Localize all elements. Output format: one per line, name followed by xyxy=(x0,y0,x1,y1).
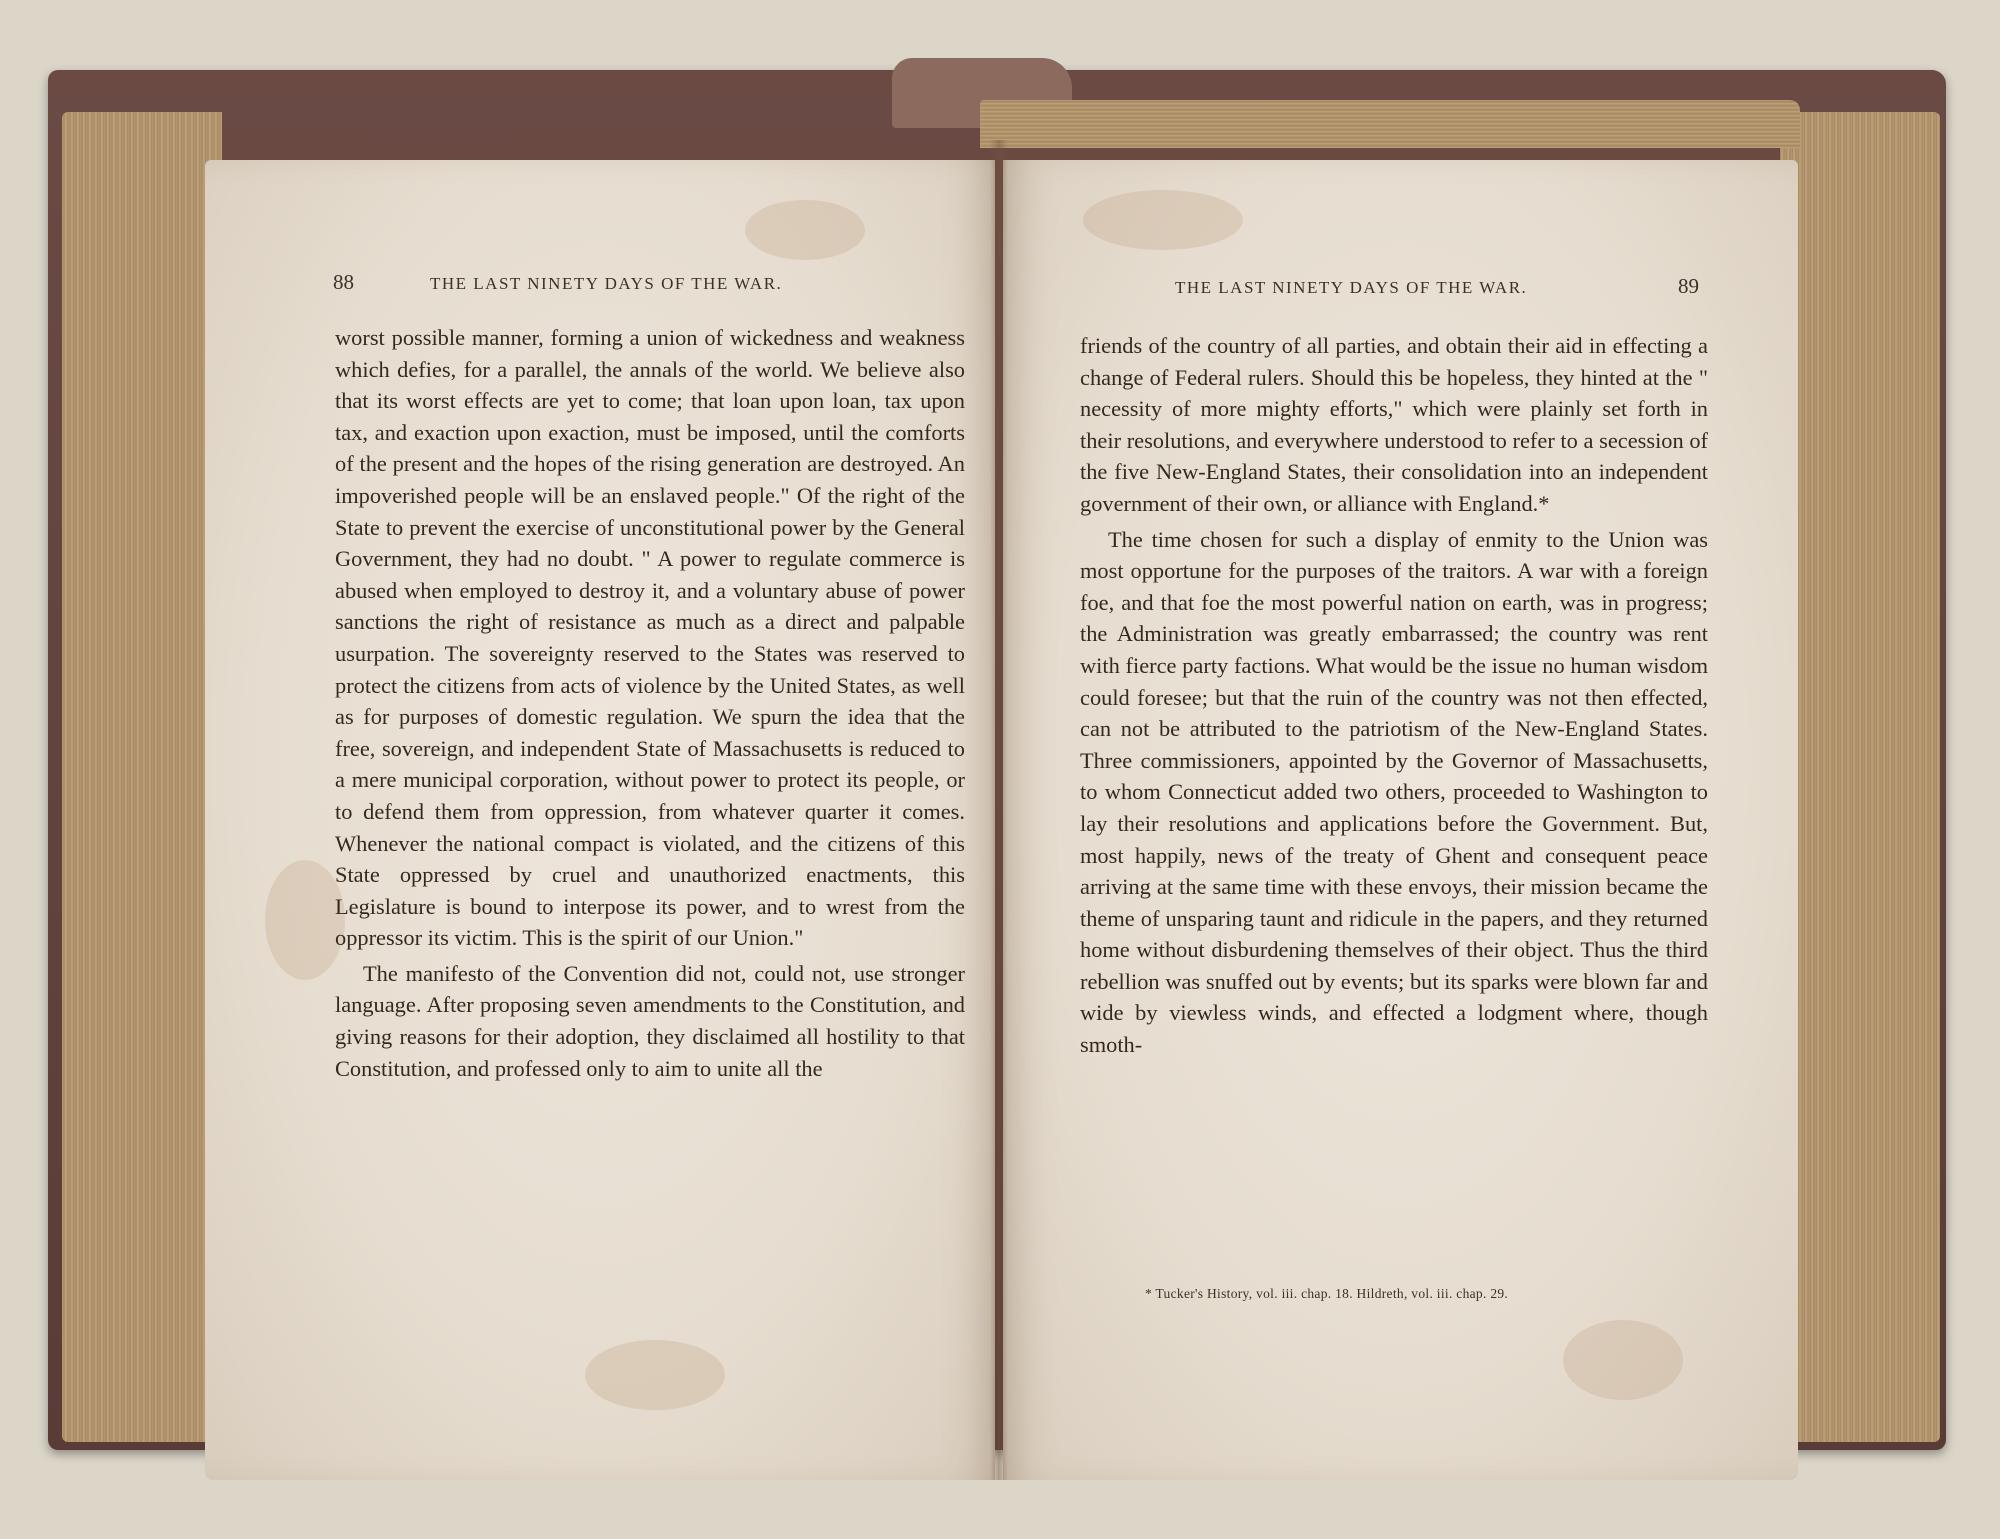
footnote: * Tucker's History, vol. iii. chap. 18. Hildreth, vol. iii. chap. 29. xyxy=(1145,1286,1509,1301)
right-paragraph-1: friends of the country of all parties, and obtain their aid in effecting a change of Federal rulers. Should this be hopeless, they hinted at the " necessity of more mighty efforts," which were plainly set forth in their resolutions, and everywhere understood to refer to a secession of the five New-England States, their consolidation into an independent government of their own, or alliance with England.* xyxy=(1080,333,1708,516)
left-running-head: THE LAST NINETY DAYS OF THE WAR. xyxy=(430,274,783,293)
left-paragraph-1: worst possible manner, forming a union of wickedness and weakness which defies, for a parallel, the annals of the world. We believe also that its worst effects are yet to come; that loan upon loan, tax upon tax, and exaction upon exaction, must be imposed, until the comforts of the present and the hopes of the rising generation are destroyed. An impoverished people will be an enslaved people." Of the right of the State to prevent the exercise of unconstitutional power by the General Government, they had no doubt. " A power to regulate commerce is abused when employed to destroy it, and a voluntary abuse of power sanctions the right of resistance as much as a direct and palpable usurpation. The sovereignty reserved to the States was reserved to protect the citizens from acts of violence by the United States, as well as for purposes of domestic regulation. We spurn the idea that the free, sovereign, and independent State of Massachusetts is reduced to a mere municipal corporation, without power to protect its people, or to defend them from oppression, from whatever quarter it comes. Whenever the national compact is violated, and the citizens of this State oppressed by cruel and unauthorized enactments, this Legislature is bound to interpose its power, and to wrest from the oppressor its victim. This is the spirit of our Union." xyxy=(335,325,965,951)
left-paragraph-2: The manifesto of the Convention did not, could not, use stronger language. After proposing seven amendments to the Constitution, and giving reasons for their adoption, they disclaimed all hostility to that Constitution, and professed only to aim to unite all the xyxy=(335,960,965,1081)
right-paragraph-2: The time chosen for such a display of enmity to the Union was most opportune for the purposes of the traitors. A war with a foreign foe, and that foe the most powerful nation on earth, was in progress; the Administration was greatly embarrassed; the country was rent with fierce party factions. What would be the issue no human wisdom could foresee; but that the ruin of the country was not then effected, can not be attributed to the patriotism of the New-England States. Three commissioners, appointed by the Governor of Massachusetts, to whom Connecticut added two others, proceeded to Washington to lay their resolutions and applications before the Government. But, most happily, news of the treaty of Ghent and consequent peace arriving at the same time with these envoys, their mission became the theme of unsparing taunt and ridicule in the papers, and they returned home without disburdening themselves of their object. Thus the third rebellion was snuffed out by events; but its sparks were blown far and wide by viewless winds, and effected a lodgment where, though smoth- xyxy=(1080,526,1708,1058)
right-page-number: 89 xyxy=(1678,274,1699,298)
left-page-number: 88 xyxy=(333,270,354,294)
right-running-head: THE LAST NINETY DAYS OF THE WAR. xyxy=(1175,278,1528,297)
right-text-block xyxy=(1080,330,1708,1061)
left-text-block xyxy=(335,322,965,1084)
book-gutter xyxy=(990,140,1008,1480)
top-page-edges xyxy=(980,100,1800,148)
left-page-edges xyxy=(62,112,222,1442)
right-page-edges xyxy=(1780,112,1940,1442)
